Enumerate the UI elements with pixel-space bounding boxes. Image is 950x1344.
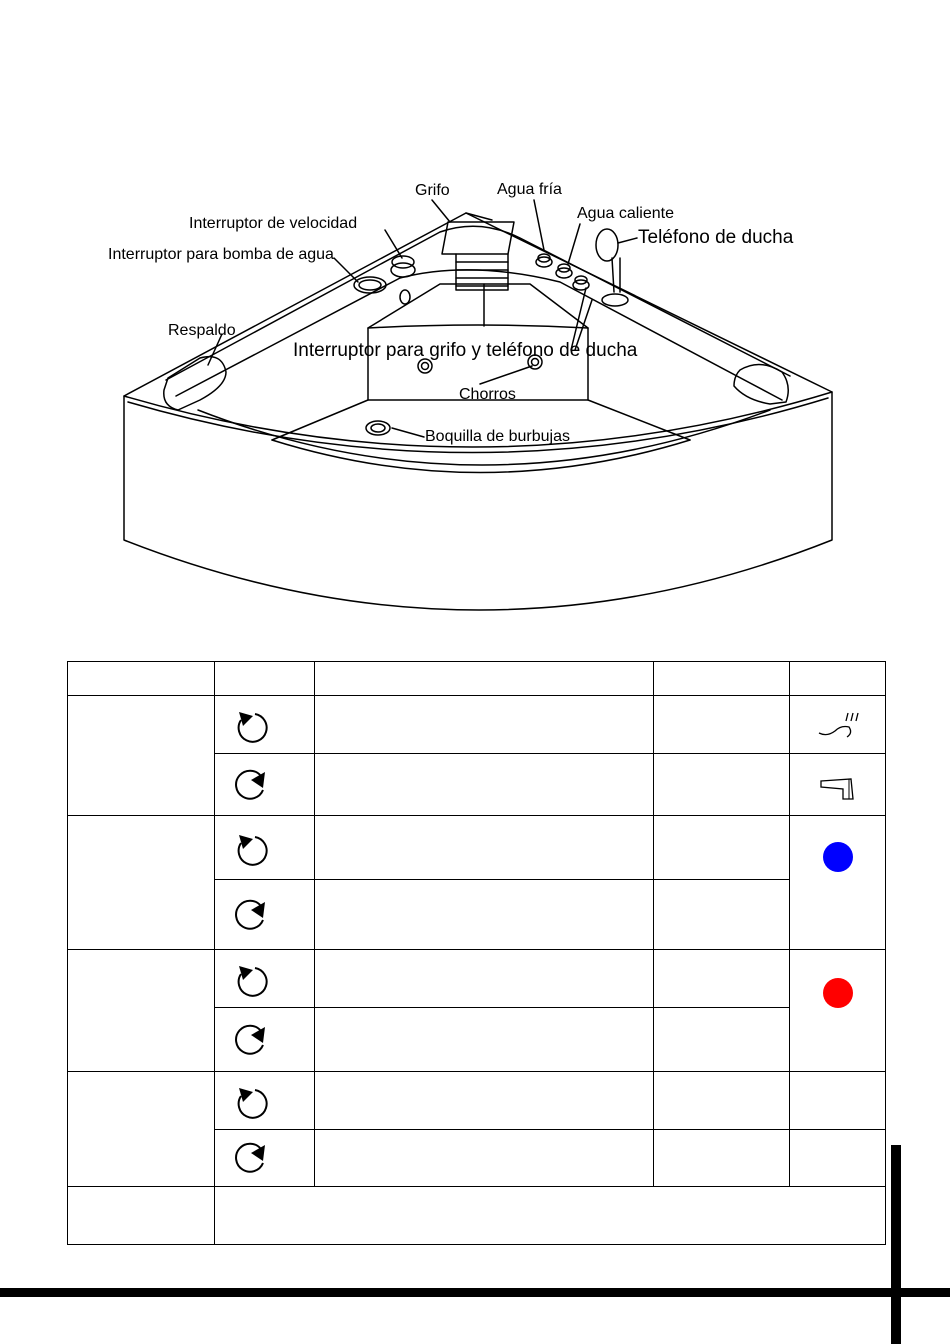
header-cell <box>315 662 654 696</box>
table-row <box>68 696 886 754</box>
symbol-cell <box>790 754 886 816</box>
controls-table <box>67 661 886 1245</box>
counterclockwise-arrow-icon <box>229 825 275 871</box>
table-row <box>68 950 886 1008</box>
headrest-right <box>734 364 788 404</box>
symbol-cell <box>790 1072 886 1130</box>
label-respaldo: Respaldo <box>168 322 236 339</box>
table-row <box>68 816 886 880</box>
function-cell <box>654 816 790 880</box>
clockwise-arrow-icon <box>229 892 275 938</box>
description-cell <box>315 696 654 754</box>
bubble-nozzle <box>366 421 390 435</box>
header-cell <box>790 662 886 696</box>
cold-water-dot <box>823 842 853 872</box>
header-cell <box>68 662 215 696</box>
symbol-cell <box>790 950 886 1072</box>
label-interruptor-grifo-telefono: Interruptor para grifo y teléfono de ducha <box>293 340 638 361</box>
function-cell <box>654 1008 790 1072</box>
function-cell <box>654 754 790 816</box>
table-row <box>68 1187 886 1245</box>
label-grifo: Grifo <box>415 182 450 199</box>
control-name-cell <box>68 696 215 816</box>
description-cell <box>315 816 654 880</box>
table-row <box>68 1072 886 1130</box>
clockwise-arrow-icon <box>229 1135 275 1181</box>
symbol-cell <box>790 816 886 950</box>
symbol-cell <box>790 696 886 754</box>
faucet <box>442 213 514 290</box>
page-bottom-rule <box>0 1288 950 1297</box>
rotation-cell <box>215 1008 315 1072</box>
label-boquilla-burbujas: Boquilla de burbujas <box>425 428 570 445</box>
control-name-cell <box>68 1187 215 1245</box>
rotation-cell <box>215 1130 315 1187</box>
description-cell <box>315 880 654 950</box>
description-cell <box>315 1130 654 1187</box>
header-cell <box>654 662 790 696</box>
description-cell <box>315 950 654 1008</box>
control-name-cell <box>68 1072 215 1187</box>
function-cell <box>654 696 790 754</box>
rotation-cell <box>215 754 315 816</box>
label-agua-fria: Agua fría <box>497 181 562 198</box>
counterclockwise-arrow-icon <box>229 702 275 748</box>
hand-shower <box>596 229 628 306</box>
bathtub-diagram <box>0 0 950 640</box>
rotation-cell <box>215 880 315 950</box>
description-cell <box>315 1008 654 1072</box>
label-agua-caliente: Agua caliente <box>577 205 674 222</box>
function-cell <box>654 1072 790 1130</box>
label-chorros: Chorros <box>459 386 516 403</box>
note-cell <box>215 1187 886 1245</box>
jet-left <box>418 359 432 373</box>
label-interruptor-velocidad: Interruptor de velocidad <box>189 215 358 232</box>
description-cell <box>315 754 654 816</box>
symbol-cell <box>790 1130 886 1187</box>
label-telefono-ducha: Teléfono de ducha <box>638 227 794 248</box>
control-name-cell <box>68 816 215 950</box>
function-cell <box>654 880 790 950</box>
description-cell <box>315 1072 654 1130</box>
counterclockwise-arrow-icon <box>229 1078 275 1124</box>
function-cell <box>654 1130 790 1187</box>
rotation-cell <box>215 1072 315 1130</box>
function-cell <box>654 950 790 1008</box>
page-edge-tab <box>891 1145 901 1344</box>
rotation-cell <box>215 950 315 1008</box>
label-interruptor-bomba: Interruptor para bomba de agua <box>108 246 334 263</box>
header-cell <box>215 662 315 696</box>
clockwise-arrow-icon <box>229 1017 275 1063</box>
rotation-cell <box>215 816 315 880</box>
table-header-row <box>68 662 886 696</box>
hot-water-dot <box>823 978 853 1008</box>
clockwise-arrow-icon <box>229 762 275 808</box>
rotation-cell <box>215 696 315 754</box>
hand-shower-icon <box>813 707 863 743</box>
control-name-cell <box>68 950 215 1072</box>
counterclockwise-arrow-icon <box>229 956 275 1002</box>
faucet-icon <box>813 765 863 805</box>
